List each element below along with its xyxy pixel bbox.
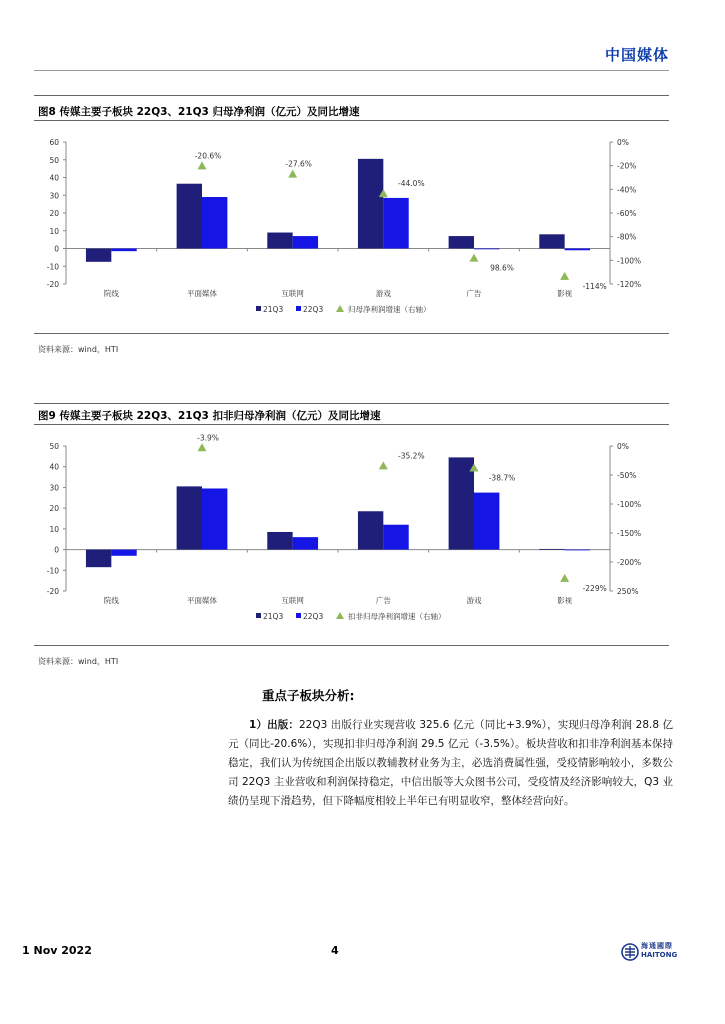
- bar-21q3: [177, 486, 202, 549]
- bar-22q3: [474, 493, 499, 550]
- y2-tick-label: -60%: [617, 209, 637, 218]
- bar-21q3: [358, 511, 383, 549]
- x-tick-label: 互联网: [281, 289, 304, 298]
- page-header-title: 中国媒体: [604, 46, 669, 64]
- bar-21q3: [86, 550, 111, 568]
- y-tick-label: 50: [49, 442, 59, 451]
- legend-label-growth: 归母净利润增速（右轴）: [348, 305, 431, 314]
- y-tick-label: 40: [49, 173, 59, 183]
- legend-swatch-22q3: [296, 306, 301, 311]
- y-tick-label: 0: [54, 545, 59, 555]
- y2-tick-label: -100%: [617, 256, 642, 266]
- analysis-heading: 重点子板块分析:: [262, 688, 355, 703]
- x-tick-label: 游戏: [466, 596, 482, 605]
- bar-22q3: [383, 198, 408, 249]
- x-tick-label: 院线: [103, 596, 119, 605]
- figure-8-chart: [30, 130, 670, 325]
- figure-9-caption-rule: [34, 424, 669, 425]
- bar-22q3: [565, 550, 590, 551]
- legend-marker-growth: [336, 612, 344, 619]
- bar-22q3: [111, 249, 136, 252]
- bar-21q3: [177, 184, 202, 249]
- y-tick-label: -10: [46, 566, 59, 576]
- x-tick-label: 平面媒体: [187, 289, 217, 298]
- figure-9-top-rule: [34, 403, 669, 404]
- y2-tick-label: 0%: [617, 442, 629, 451]
- figure-9-chart: [30, 434, 670, 634]
- analysis-body: 22Q3 出版行业实现营收 325.6 亿元（同比+3.9%），实现归母净利润 28.8 亿元（同比-20.6%），实现扣非归母净利润 29.5 亿元（-3.5%）。板块营收和扣非净利润基本保持稳定，我们认为传统国企出版以教辅教材业务为主，必选消费属性强，受疫情影响较小，多数公司 22Q3 主业营收和利润保持稳定，中信出版等大众图书公司，受疫情及经济影响较大，Q3 业绩仍呈现下滑趋势，但下降幅度相较上半年已有明显收窄，整体经营向好。: [228, 719, 673, 807]
- x-tick-label: 广告: [466, 289, 482, 298]
- y-tick-label: 60: [49, 138, 59, 147]
- figure-8-bottom-rule: [34, 333, 669, 334]
- figure-8-caption-rule: [34, 120, 669, 121]
- bar-22q3: [111, 550, 136, 556]
- bar-22q3: [474, 249, 499, 250]
- bar-22q3: [383, 525, 408, 550]
- figure-9-source: 资料来源：wind，HTI: [38, 657, 119, 666]
- analysis-lead: 1）出版：: [249, 719, 299, 731]
- legend-label-growth: 扣非归母净利润增速（右轴）: [348, 612, 446, 621]
- y-tick-label: 40: [49, 462, 59, 472]
- growth-marker: [198, 443, 207, 451]
- y2-tick-label: -50%: [617, 471, 637, 480]
- bar-21q3: [539, 549, 564, 550]
- y2-tick-label: -20%: [617, 161, 637, 171]
- analysis-paragraph: [228, 716, 673, 811]
- growth-data-label: -35.2%: [398, 451, 425, 461]
- growth-marker: [470, 254, 479, 262]
- footer-page-number: 4: [331, 944, 339, 957]
- y2-tick-label: 0%: [617, 138, 629, 147]
- growth-data-label: -38.7%: [488, 473, 516, 483]
- legend-swatch-22q3: [296, 613, 301, 618]
- y2-tick-label: -150%: [617, 529, 642, 538]
- figure-8-caption: 图8 传媒主要子板块 22Q3、21Q3 归母净利润（亿元）及同比增速: [38, 106, 360, 118]
- logo-chinese-text: 海通國際: [641, 942, 673, 950]
- y-tick-label: -20: [46, 587, 59, 596]
- x-tick-label: 游戏: [375, 289, 391, 298]
- y-tick-label: 30: [49, 483, 59, 493]
- growth-data-label: -44.0%: [398, 179, 425, 189]
- y2-tick-label: -200%: [617, 558, 642, 567]
- header-rule: [34, 70, 669, 71]
- bar-22q3: [293, 537, 318, 549]
- footer-date: 1 Nov 2022: [22, 944, 92, 957]
- growth-data-label: -27.6%: [285, 159, 312, 169]
- y-tick-label: 50: [49, 155, 59, 165]
- y-tick-label: 30: [49, 191, 59, 201]
- logo-english-text: HAITONG: [641, 951, 678, 959]
- x-tick-label: 院线: [103, 289, 119, 298]
- x-tick-label: 影视: [557, 596, 573, 605]
- growth-data-label: 98.6%: [490, 263, 514, 273]
- figure-9-bottom-rule: [34, 645, 669, 646]
- growth-marker: [288, 170, 297, 178]
- bar-22q3: [565, 249, 590, 251]
- y2-tick-label: 250%: [617, 587, 639, 596]
- bar-21q3: [449, 236, 474, 248]
- y2-tick-label: -40%: [617, 185, 637, 195]
- x-tick-label: 平面媒体: [187, 596, 217, 605]
- bar-21q3: [267, 532, 292, 550]
- figure-9-caption: 图9 传媒主要子板块 22Q3、21Q3 扣非归母净利润（亿元）及同比增速: [38, 410, 381, 422]
- y-tick-label: 10: [49, 524, 59, 534]
- bar-21q3: [86, 249, 111, 262]
- growth-marker: [560, 574, 569, 582]
- y-tick-label: 0: [54, 244, 59, 254]
- growth-data-label: -114%: [582, 281, 607, 291]
- growth-data-label: -3.9%: [197, 434, 219, 443]
- haitong-logo: [621, 941, 677, 963]
- y2-tick-label: -80%: [617, 232, 637, 242]
- figure-8-source: 资料来源：wind，HTI: [38, 345, 119, 354]
- y2-tick-label: -100%: [617, 500, 642, 509]
- x-tick-label: 影视: [557, 289, 573, 298]
- bar-22q3: [293, 236, 318, 248]
- bar-21q3: [267, 233, 292, 249]
- x-tick-label: 广告: [375, 596, 391, 605]
- y-tick-label: 10: [49, 226, 59, 236]
- bar-21q3: [358, 159, 383, 249]
- y-tick-label: 20: [49, 504, 59, 514]
- growth-marker: [560, 272, 569, 280]
- y-tick-label: -10: [46, 262, 59, 272]
- legend-label-21q3: 21Q3: [263, 612, 284, 621]
- y-tick-label: -20: [46, 280, 59, 289]
- legend-label-22q3: 22Q3: [303, 612, 324, 621]
- bar-21q3: [539, 234, 564, 248]
- legend-label-22q3: 22Q3: [303, 305, 324, 314]
- y2-tick-label: -120%: [617, 280, 642, 289]
- legend-label-21q3: 21Q3: [263, 305, 284, 314]
- bar-22q3: [202, 488, 227, 549]
- y-tick-label: 20: [49, 209, 59, 218]
- growth-marker: [379, 461, 388, 469]
- figure-8-top-rule: [34, 95, 669, 96]
- x-tick-label: 互联网: [281, 596, 304, 605]
- legend-swatch-21q3: [256, 306, 261, 311]
- growth-marker: [198, 161, 207, 169]
- haitong-logo-icon: [621, 943, 639, 961]
- bar-22q3: [202, 197, 227, 248]
- legend-swatch-21q3: [256, 613, 261, 618]
- growth-data-label: -20.6%: [194, 151, 222, 161]
- legend-marker-growth: [336, 305, 344, 312]
- growth-data-label: -229%: [582, 583, 607, 593]
